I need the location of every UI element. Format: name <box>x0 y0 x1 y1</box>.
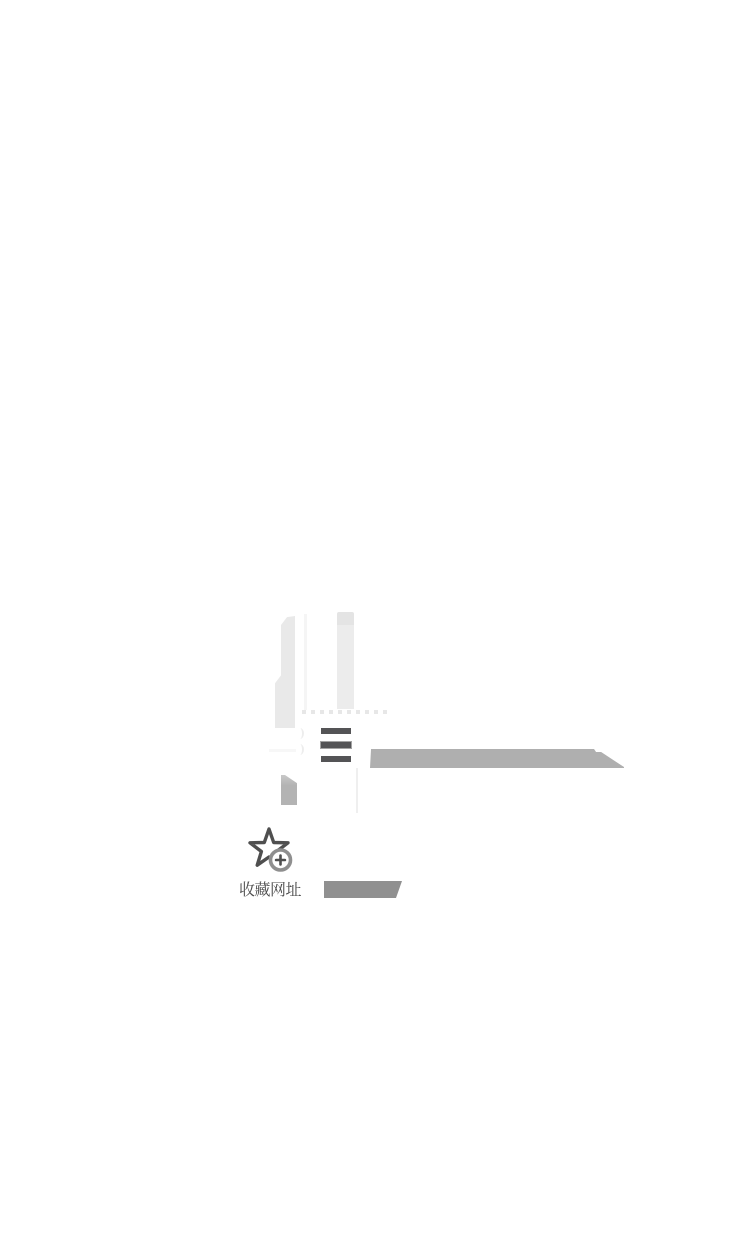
star-plus-icon <box>243 824 297 878</box>
skeleton-gray-block <box>281 775 297 805</box>
hamburger-menu-icon <box>321 756 351 762</box>
skeleton-long-bar <box>370 749 624 768</box>
hamburger-menu-icon <box>321 742 351 748</box>
skeleton-squiggle <box>296 728 304 739</box>
skeleton-faint-line <box>269 749 296 752</box>
skeleton-thin-line <box>304 614 307 710</box>
skeleton-text-specks <box>302 710 388 714</box>
skeleton-right-column <box>337 612 354 709</box>
hamburger-menu-icon <box>321 728 351 734</box>
skeleton-squiggle <box>296 744 304 755</box>
skeleton-faint-vline <box>356 768 358 813</box>
skeleton-left-panel <box>275 616 295 728</box>
bookmark-url-button[interactable] <box>238 824 302 900</box>
bookmark-url-label: 收藏网址 <box>238 882 301 899</box>
skeleton-tag-parallelogram <box>324 881 402 898</box>
menu-button[interactable] <box>321 728 351 762</box>
